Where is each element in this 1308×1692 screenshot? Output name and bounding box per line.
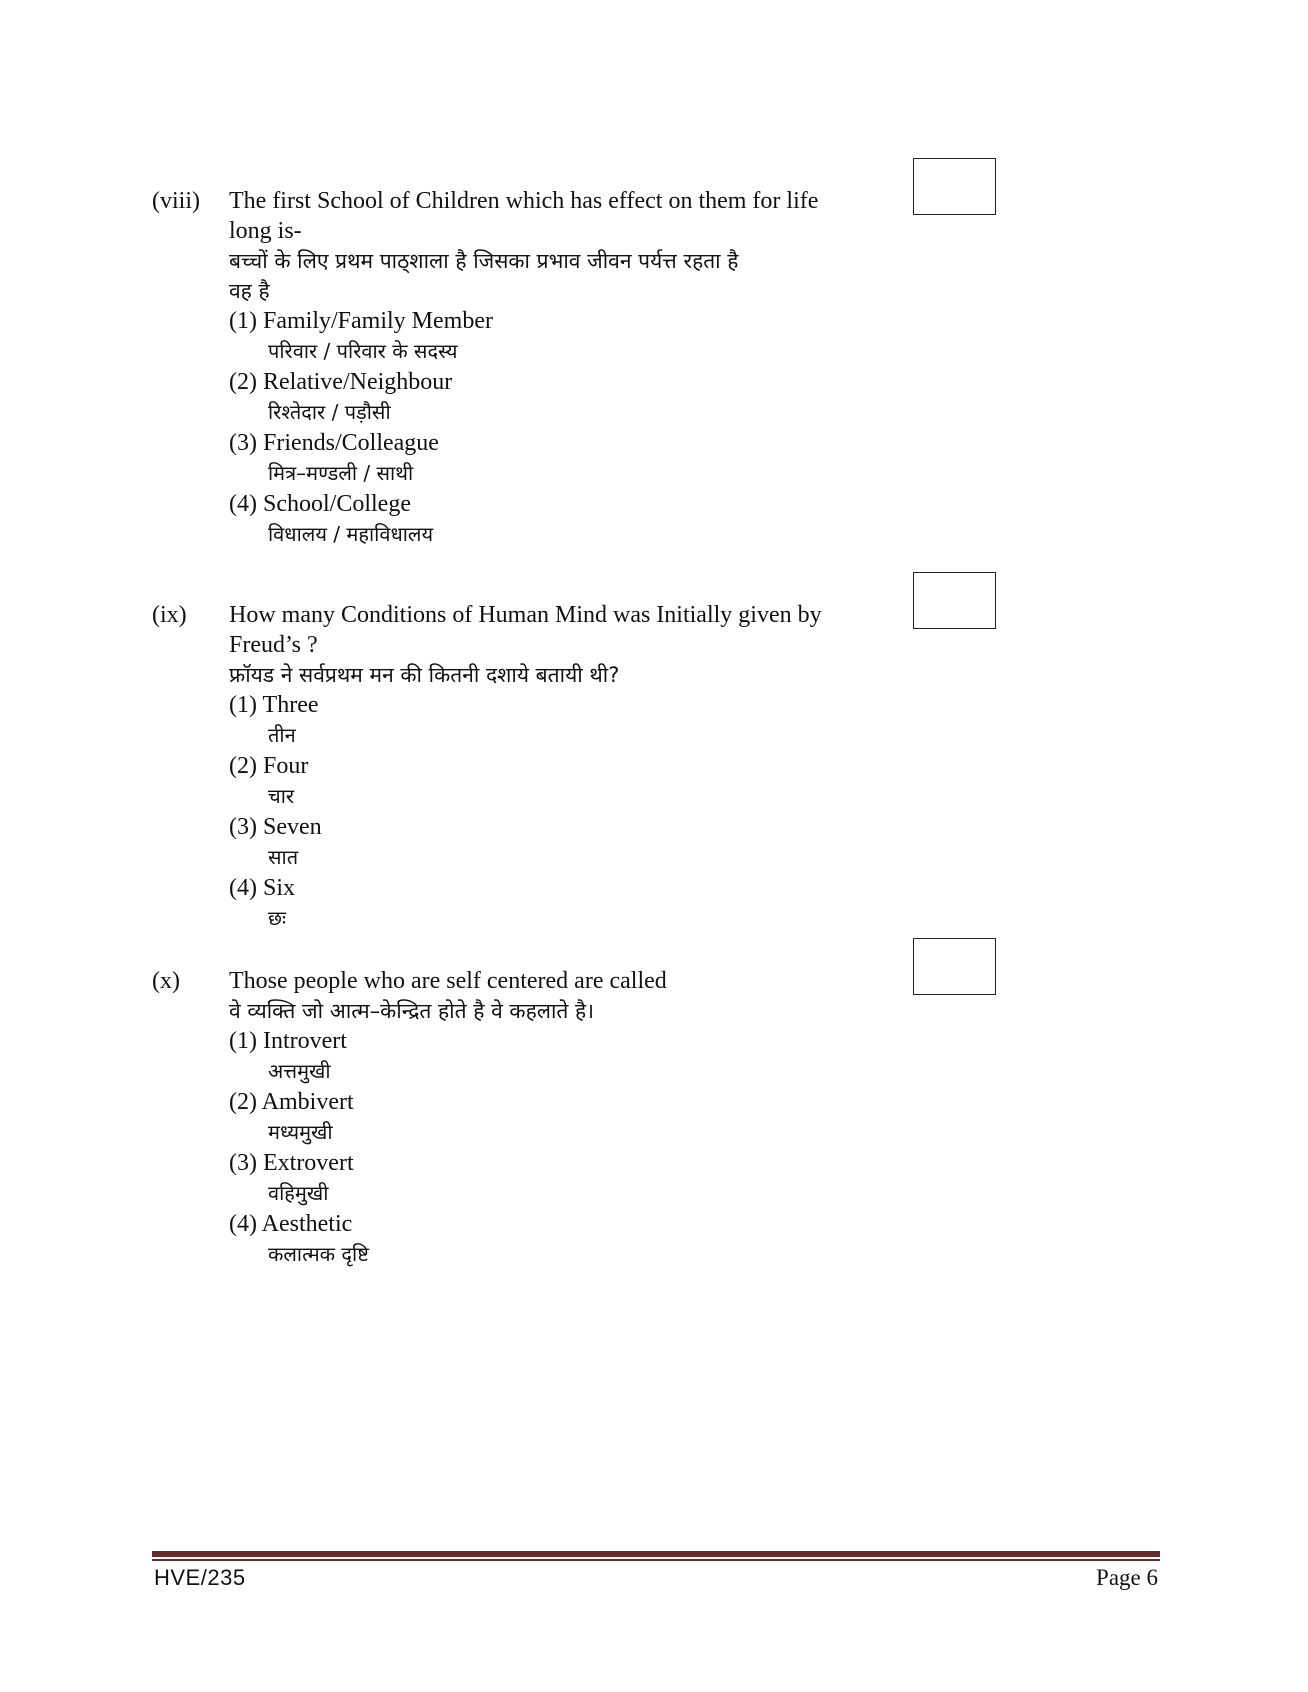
- question-text-hi: वे व्यक्ति जो आत्म–केन्द्रित होते है वे कहलाते है।: [229, 999, 595, 1023]
- option-3-hindi: वहिमुखी: [268, 1181, 329, 1205]
- option-2[interactable]: (2) Ambivert: [229, 1089, 354, 1115]
- question-number: (viii): [152, 188, 200, 214]
- question-text-hi: बच्चों के लिए प्रथम पाठ्शाला है जिसका प्रभाव जीवन पर्यत्त रहता है: [229, 249, 739, 273]
- option-3-hindi: सात: [268, 845, 299, 869]
- question-body: [229, 600, 909, 934]
- question-text-hi: वह है: [229, 279, 270, 303]
- option-1-hindi: तीन: [268, 723, 296, 747]
- option-1-hindi: परिवार / परिवार के सदस्य: [268, 339, 458, 363]
- answer-box-viii[interactable]: [913, 158, 996, 215]
- question-text-en: long is-: [229, 218, 302, 244]
- paper-code: HVE/235: [154, 1565, 246, 1590]
- question-text-en: Freud’s ?: [229, 632, 318, 658]
- option-2-hindi: मध्यमुखी: [268, 1120, 333, 1144]
- question-number: (x): [152, 968, 180, 994]
- option-1[interactable]: (1) Three: [229, 692, 319, 718]
- answer-box-x[interactable]: [913, 938, 996, 995]
- option-3-hindi: मित्र–मण्डली / साथी: [268, 461, 414, 485]
- option-2-hindi: चार: [268, 784, 295, 808]
- option-4-hindi: विधालय / महाविधालय: [268, 522, 434, 546]
- question-text-en: The first School of Children which has effect on them for life: [229, 188, 819, 214]
- option-1[interactable]: (1) Family/Family Member: [229, 308, 493, 334]
- option-3[interactable]: (3) Seven: [229, 814, 322, 840]
- option-1-hindi: अत्तमुखी: [268, 1059, 331, 1083]
- question-body: [229, 186, 909, 550]
- option-4[interactable]: (4) Six: [229, 875, 295, 901]
- question-text-hi: फ्रॉयड ने सर्वप्रथम मन की कितनी दशाये बतायी थी?: [229, 663, 620, 687]
- footer-rule-thick: [152, 1551, 1160, 1557]
- option-2[interactable]: (2) Four: [229, 753, 309, 779]
- question-text-en: How many Conditions of Human Mind was Initially given by: [229, 602, 822, 628]
- option-1[interactable]: (1) Introvert: [229, 1028, 347, 1054]
- option-2-hindi: रिश्तेदार / पड़ौसी: [268, 400, 391, 424]
- option-4[interactable]: (4) Aesthetic: [229, 1211, 353, 1237]
- question-body: [229, 966, 909, 1270]
- question-number: (ix): [152, 602, 187, 628]
- option-3[interactable]: (3) Friends/Colleague: [229, 430, 439, 456]
- page-number: Page 6: [1096, 1565, 1158, 1590]
- option-4-hindi: कलात्मक दृष्टि: [268, 1242, 369, 1266]
- option-3[interactable]: (3) Extrovert: [229, 1150, 354, 1176]
- option-2[interactable]: (2) Relative/Neighbour: [229, 369, 453, 395]
- footer-rule-thin: [152, 1559, 1160, 1561]
- answer-box-ix[interactable]: [913, 572, 996, 629]
- question-text-en: Those people who are self centered are called: [229, 968, 667, 994]
- option-4[interactable]: (4) School/College: [229, 491, 411, 517]
- option-4-hindi: छः: [268, 906, 287, 930]
